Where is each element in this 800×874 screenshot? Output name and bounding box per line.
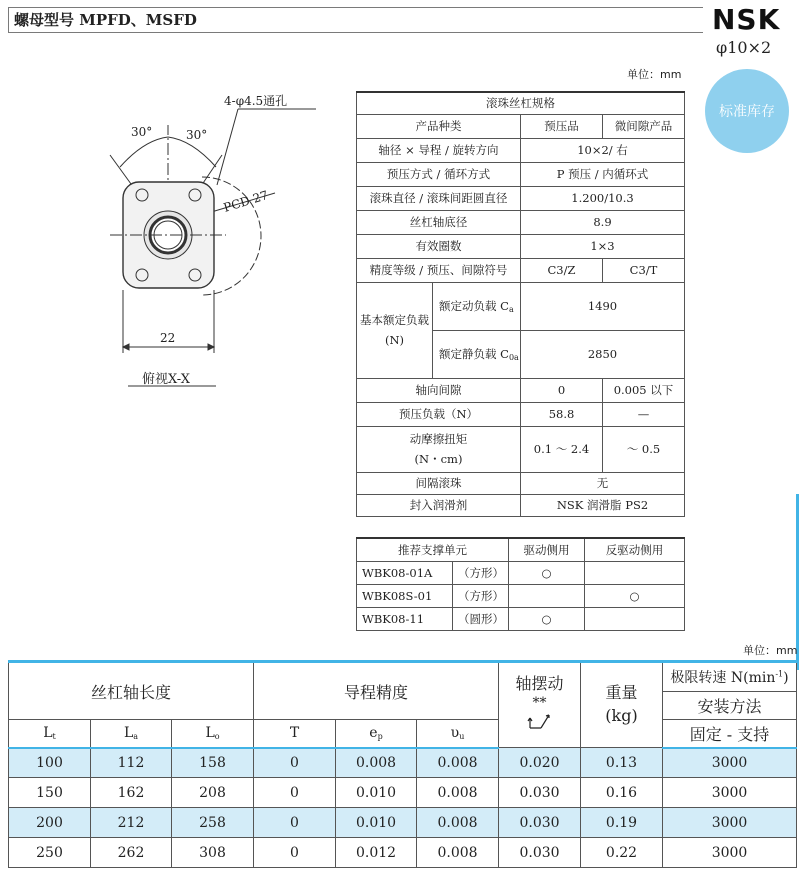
cell-lo: 258 (172, 808, 254, 838)
cell-la: 112 (91, 748, 172, 778)
spec-row-label: 有效圈数 (357, 234, 521, 258)
lube-value: NSK 润滑脂 PS2 (521, 494, 685, 516)
spec-col-type: 产品种类 (357, 114, 521, 138)
support-header-drive: 驱动侧用 (509, 538, 585, 562)
support-shape: （圆形） (453, 608, 509, 631)
support-free-mark (585, 562, 685, 585)
col-t: T (254, 720, 336, 748)
cell-t: 0 (254, 838, 336, 868)
cell-t: 0 (254, 808, 336, 838)
spec-row-label: 丝杠轴底径 (357, 210, 521, 234)
col-lt: $L_t$ (9, 720, 91, 748)
axial-preload: 0 (521, 378, 603, 402)
col-la: $L_a$ (91, 720, 172, 748)
torque-micro: ～ 0.5 (603, 426, 685, 472)
cell-la: 212 (91, 808, 172, 838)
cell-t: 0 (254, 748, 336, 778)
support-shape: （方形） (453, 585, 509, 608)
preload-load-micro: — (603, 402, 685, 426)
cell-speed: 3000 (663, 748, 797, 778)
cell-ep: 0.010 (336, 808, 417, 838)
col-vu: $\upsilon_u$ (417, 720, 499, 748)
accuracy-micro: C3/T (603, 258, 685, 282)
header-length: 丝杠轴长度 (9, 662, 254, 720)
cell-weight: 0.13 (581, 748, 663, 778)
load-group-unit: (N) (384, 333, 405, 347)
support-row (357, 585, 685, 608)
leader-line (217, 109, 238, 185)
preload-load-preload: 58.8 (521, 402, 603, 426)
cell-lo: 208 (172, 778, 254, 808)
cell-ep: 0.012 (336, 838, 417, 868)
cell-runout: 0.030 (499, 778, 581, 808)
pcd-label: PCD 27 (221, 188, 270, 215)
load-group-label: 基本额定负载 (360, 313, 429, 327)
dynamic-load-value: 1490 (521, 282, 685, 330)
header-runout-mark: ** (532, 695, 547, 711)
cell-vu: 0.008 (417, 808, 499, 838)
cell-lt: 200 (9, 808, 91, 838)
stock-badge: 标准库存 (705, 69, 789, 153)
header-runout-label: 轴摆动 (515, 674, 564, 693)
spacer-value: 无 (521, 472, 685, 494)
cell-la: 162 (91, 778, 172, 808)
dynamic-load-label: 额定动负载 $C_a$ (433, 282, 521, 330)
cell-runout: 0.030 (499, 838, 581, 868)
cell-lt: 150 (9, 778, 91, 808)
lube-label: 封入润滑剂 (357, 494, 521, 516)
dimension-table (8, 660, 797, 868)
axial-label: 轴向间隙 (357, 378, 521, 402)
angle-label-right: 30° (186, 128, 208, 142)
support-drive-mark: ○ (509, 562, 585, 585)
angle-arc-left (120, 137, 168, 167)
cell-runout: 0.030 (499, 808, 581, 838)
cell-lt: 100 (9, 748, 91, 778)
static-load-label: 额定静负载 $C_{0a}$ (433, 330, 521, 378)
spec-row-value: P 预压 / 内循环式 (521, 162, 685, 186)
header-weight-label: 重量 (605, 683, 638, 702)
support-row (357, 562, 685, 585)
support-header-free: 反驱动侧用 (585, 538, 685, 562)
cell-la: 262 (91, 838, 172, 868)
support-model: WBK08-01A (357, 562, 453, 585)
preload-load-label: 预压负载（N） (357, 402, 521, 426)
header-runout (499, 662, 581, 748)
torque-cell (357, 426, 521, 472)
cell-vu: 0.008 (417, 748, 499, 778)
unit-label-bottom: 单位：mm (743, 644, 798, 657)
cell-lt: 250 (9, 838, 91, 868)
spec-row-label: 滚珠直径 / 滚珠间距圆直径 (357, 186, 521, 210)
cell-ep: 0.010 (336, 778, 417, 808)
spec-row-value: 1.200/10.3 (521, 186, 685, 210)
support-header-unit: 推荐支撑单元 (357, 538, 509, 562)
cell-speed: 3000 (663, 838, 797, 868)
torque-preload: 0.1 ～ 2.4 (521, 426, 603, 472)
spec-title: 滚珠丝杠规格 (357, 92, 685, 114)
spec-row-label: 预压方式 / 循环方式 (357, 162, 521, 186)
support-shape: （方形） (453, 562, 509, 585)
header-speed: 极限转速 $N(\min^{-1})$ (663, 662, 797, 692)
cell-ep: 0.008 (336, 748, 417, 778)
col-ep: $e_p$ (336, 720, 417, 748)
torque-unit: (N・cm) (414, 452, 463, 466)
spec-table (356, 91, 685, 517)
accuracy-label: 精度等级 / 预压、间隙符号 (357, 258, 521, 282)
size-label: φ10×2 (716, 38, 772, 57)
header-weight (581, 662, 663, 748)
cell-weight: 0.16 (581, 778, 663, 808)
cell-speed: 3000 (663, 808, 797, 838)
cell-t: 0 (254, 778, 336, 808)
cell-weight: 0.19 (581, 808, 663, 838)
spec-row-value: 10×2/ 右 (521, 138, 685, 162)
support-row (357, 608, 685, 631)
support-model: WBK08-11 (357, 608, 453, 631)
cell-vu: 0.008 (417, 838, 499, 868)
spec-col-preload: 预压品 (521, 114, 603, 138)
hole-label: 4-φ4.5通孔 (224, 94, 288, 108)
arrow-head (123, 344, 129, 350)
header-lead-accuracy: 导程精度 (254, 662, 499, 720)
cell-lo: 308 (172, 838, 254, 868)
arrow-head (208, 344, 214, 350)
cell-speed: 3000 (663, 778, 797, 808)
axial-micro: 0.005 以下 (603, 378, 685, 402)
table-row (9, 778, 797, 808)
support-table (356, 537, 685, 631)
support-drive-mark: ○ (509, 608, 585, 631)
header-fixed-support: 固定 - 支持 (663, 720, 797, 748)
table-row (9, 748, 797, 778)
support-drive-mark (509, 585, 585, 608)
cell-vu: 0.008 (417, 778, 499, 808)
spec-col-micro: 微间隙产品 (603, 114, 685, 138)
spec-row-value: 1×3 (521, 234, 685, 258)
support-free-mark: ○ (585, 585, 685, 608)
torque-label: 动摩擦扭矩 (409, 432, 468, 446)
static-load-value: 2850 (521, 330, 685, 378)
view-caption: 俯视X-X (142, 372, 190, 387)
accuracy-preload: C3/Z (521, 258, 603, 282)
spec-row-label: 轴径 × 导程 / 旋转方向 (357, 138, 521, 162)
angle-label-left: 30° (131, 125, 153, 139)
header-weight-unit: (kg) (605, 706, 638, 725)
cell-runout: 0.020 (499, 748, 581, 778)
nut-drawing (90, 85, 330, 395)
brand-logo: NSK (712, 3, 781, 36)
spacer-label: 间隔滚珠 (357, 472, 521, 494)
table-row (9, 808, 797, 838)
cell-lo: 158 (172, 748, 254, 778)
col-lo: $L_o$ (172, 720, 254, 748)
width-label: 22 (160, 331, 176, 345)
page-title: 螺母型号 MPFD、MSFD (14, 11, 197, 29)
runout-icon (527, 712, 553, 730)
spec-row-value: 8.9 (521, 210, 685, 234)
support-free-mark (585, 608, 685, 631)
table-row (9, 838, 797, 868)
load-group (357, 282, 433, 378)
header-mount: 安装方法 (663, 692, 797, 720)
cell-weight: 0.22 (581, 838, 663, 868)
support-model: WBK08S-01 (357, 585, 453, 608)
unit-label: 单位：mm (627, 68, 682, 81)
